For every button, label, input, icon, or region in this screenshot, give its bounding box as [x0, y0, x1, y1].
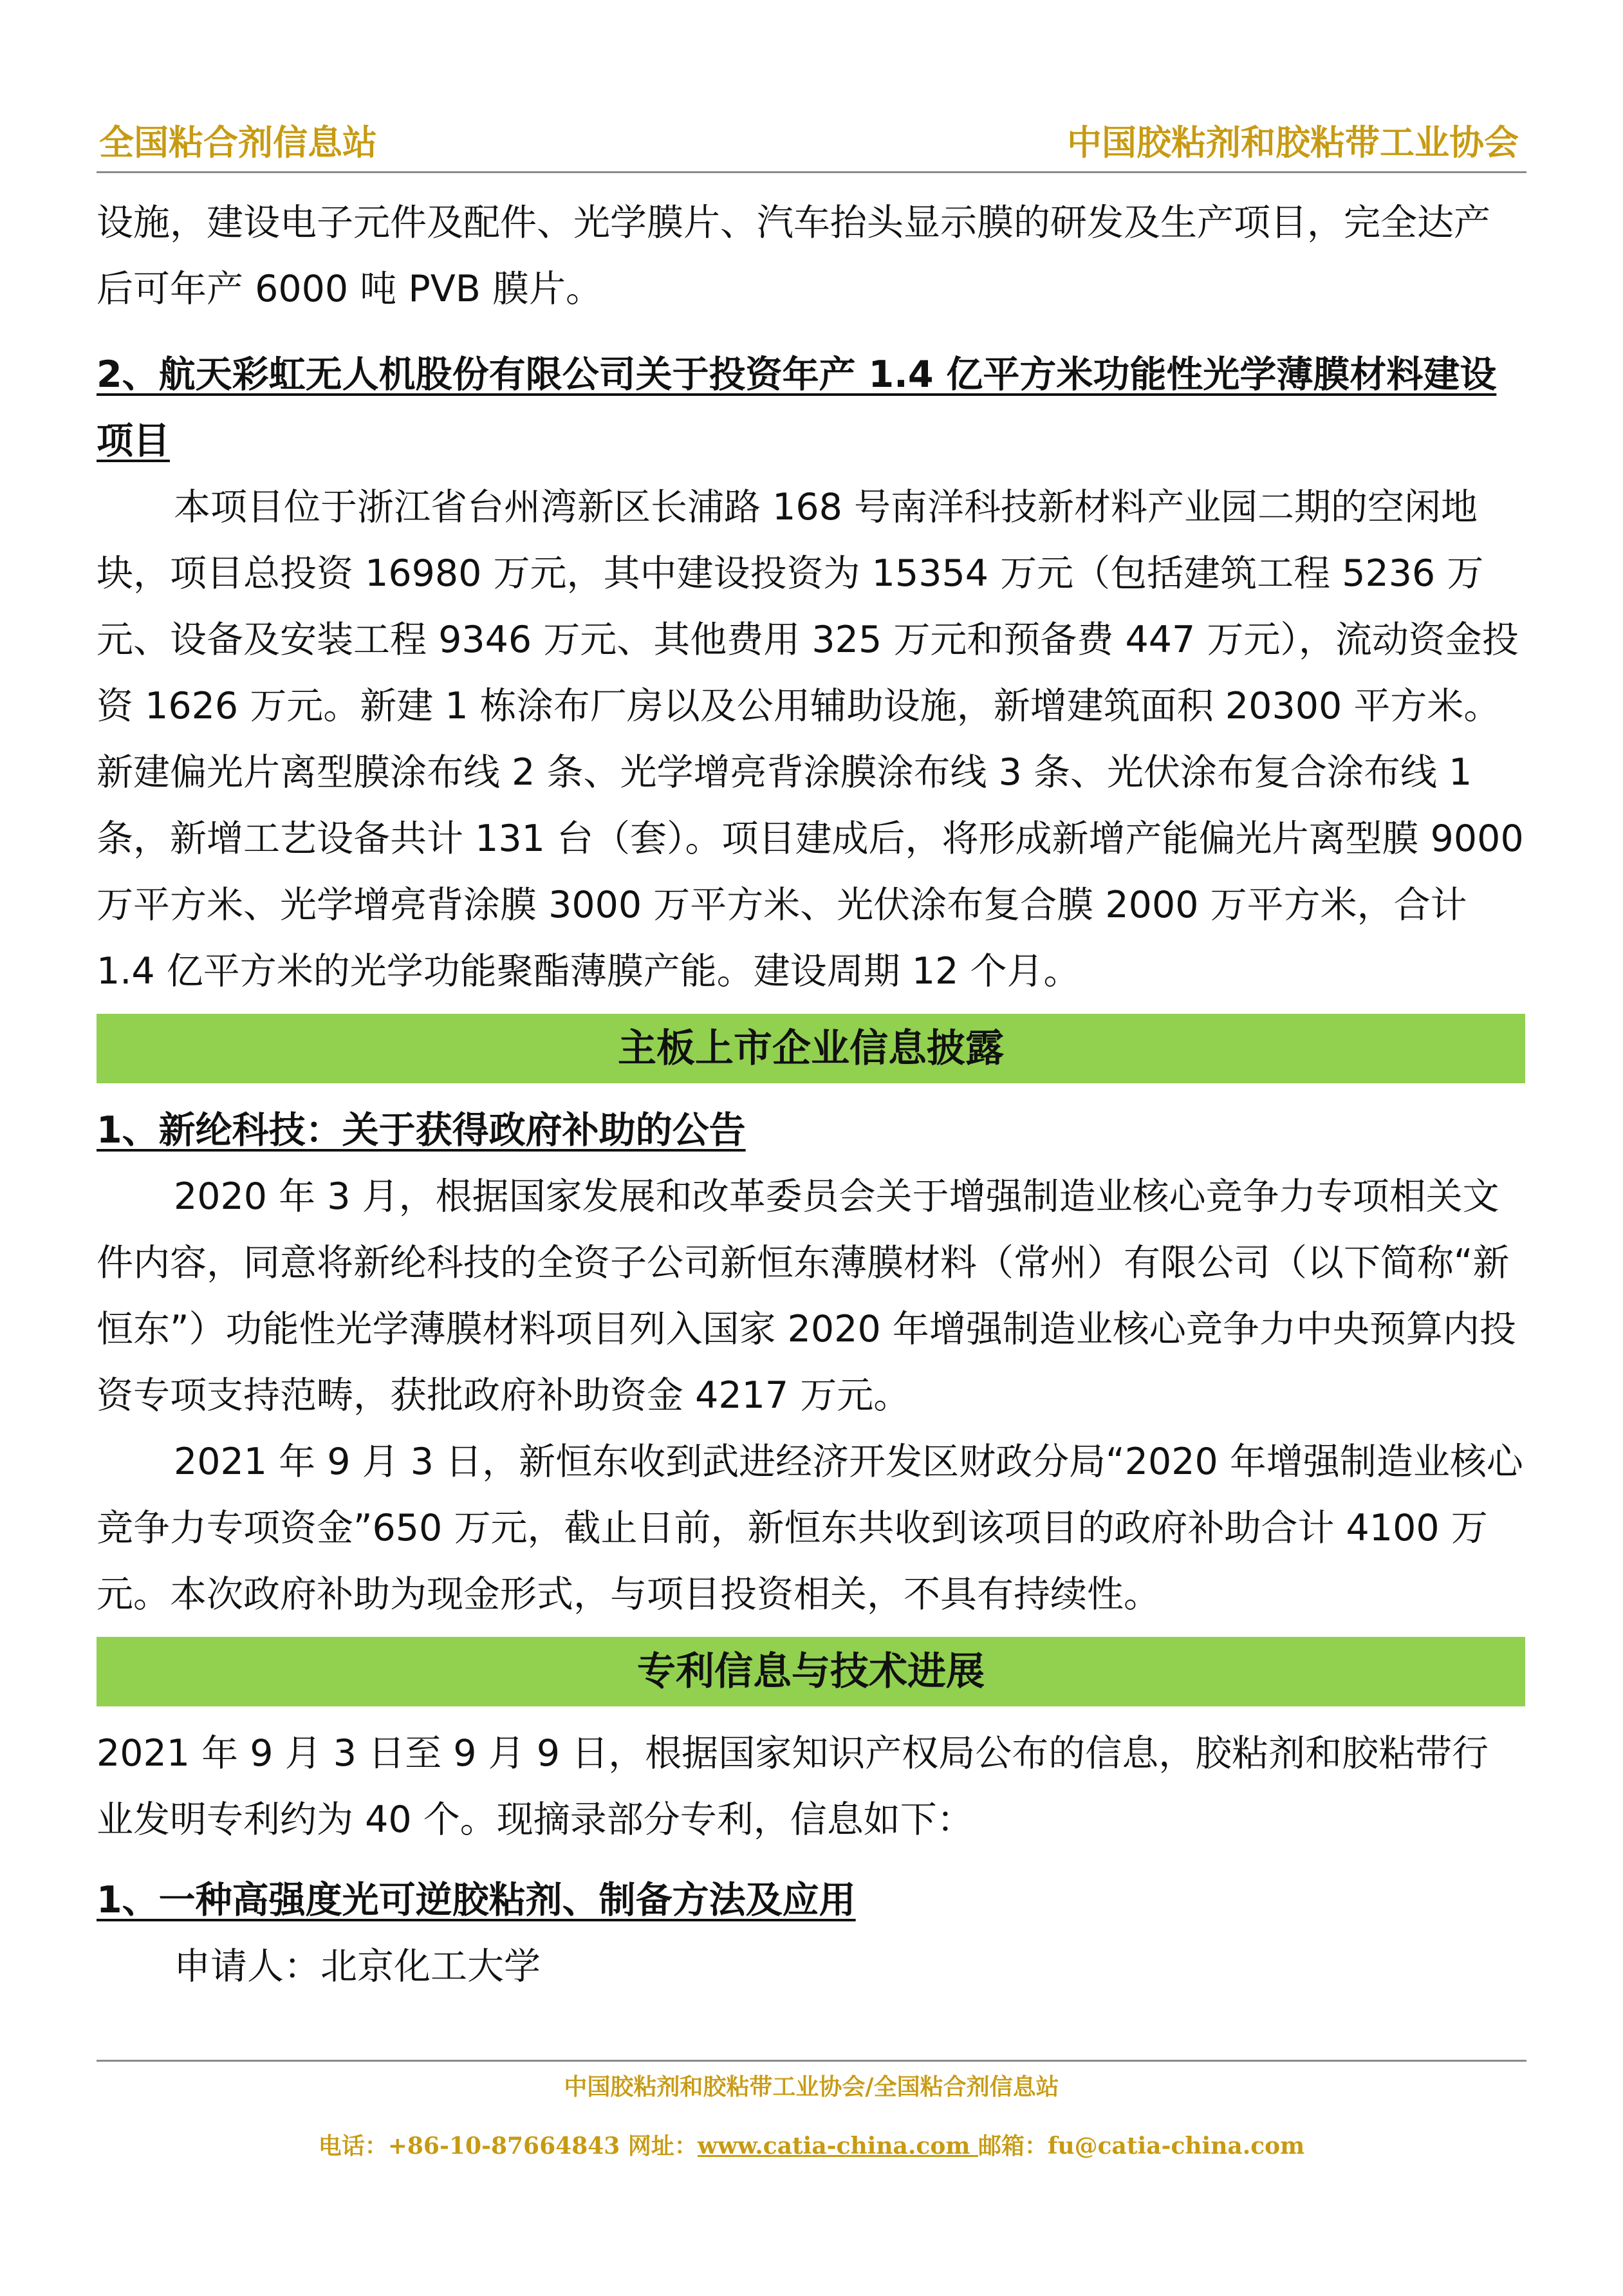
project-2-body: 本项目位于浙江省台州湾新区长浦路 168 号南洋科技新材料产业园二期的空闲地块，项目总投资 16980 万元，其中建设投资为 15354 万元（包括建筑工程 5236 万元、设备及安装工程 9346 万元、其他费用 325 万元和预备费 447 万元），流动资金投资 1626 万元。新建 1 栋涂布厂房以及公用辅助设施，新增建筑面积 20300 平方米。新建偏光片离型膜涂布线 2 条、光学增亮背涂膜涂布线 3 条、光伏涂布复合涂布线 1 条，新增工艺设备共计 131 台（套）。项目建成后，将形成新增产能偏光片离型膜 9000 万平方米、光学增亮背涂膜 3000 万平方米、光伏涂布复合膜 2000 万平方米，合计 1.4 亿平方米的光学功能聚酯薄膜产能。建设周期 12 个月。	[97, 486, 1524, 993]
patent-item-1-title: 1、一种高强度光可逆胶粘剂、制备方法及应用	[97, 1879, 856, 1921]
footer-email-label: 邮箱：	[978, 2133, 1048, 2160]
footer-email[interactable]: fu@catia-china.com	[1047, 2133, 1305, 2160]
document-body	[97, 190, 1525, 2000]
page-header	[97, 113, 1526, 173]
section-heading-listed-companies: 主板上市企业信息披露	[97, 1014, 1525, 1083]
page-footer	[97, 2060, 1526, 2162]
patent-intro: 2021 年 9 月 3 日至 9 月 9 日，根据国家知识产权局公布的信息，胶粘剂和胶粘带行业发明专利约为 40 个。现摘录部分专利，信息如下：	[97, 1732, 1489, 1841]
project-2-title: 2、航天彩虹无人机股份有限公司关于投资年产 1.4 亿平方米功能性光学薄膜材料建设项目	[97, 353, 1497, 462]
continued-paragraph: 设施，建设电子元件及配件、光学膜片、汽车抬头显示膜的研发及生产项目，完全达产后可年产 6000 吨 PVB 膜片。	[97, 201, 1490, 310]
section-heading-patents: 专利信息与技术进展	[97, 1637, 1525, 1706]
footer-contact	[97, 2130, 1526, 2162]
header-association-name: 中国胶粘剂和胶粘带工业协会	[1067, 122, 1519, 163]
header-site-name: 全国粘合剂信息站	[99, 122, 377, 163]
footer-tel-label: 电话：+86-10-87664843 网址：	[318, 2133, 698, 2160]
footer-website-link[interactable]: www.catia-china.com	[697, 2133, 978, 2160]
listed-item-1-paragraph-2: 2021 年 9 月 3 日，新恒东收到武进经济开发区财政分局“2020 年增强制造业核心竞争力专项资金”650 万元，截止日前，新恒东共收到该项目的政府补助合计 4100 万元。本次政府补助为现金形式，与项目投资相关，不具有持续性。	[97, 1441, 1523, 1616]
patent-item-1-applicant: 申请人：北京化工大学	[174, 1945, 541, 1988]
listed-item-1-paragraph-1: 2020 年 3 月，根据国家发展和改革委员会关于增强制造业核心竞争力专项相关文件内容，同意将新纶科技的全资子公司新恒东薄膜材料（常州）有限公司（以下简称“新恒东”）功能性光学薄膜材料项目列入国家 2020 年增强制造业核心竞争力中央预算内投资专项支持范畴，获批政府补助资金 4217 万元。	[97, 1175, 1516, 1417]
footer-organization: 中国胶粘剂和胶粘带工业协会/全国粘合剂信息站	[564, 2073, 1059, 2100]
listed-item-1-title: 1、新纶科技：关于获得政府补助的公告	[97, 1109, 746, 1152]
